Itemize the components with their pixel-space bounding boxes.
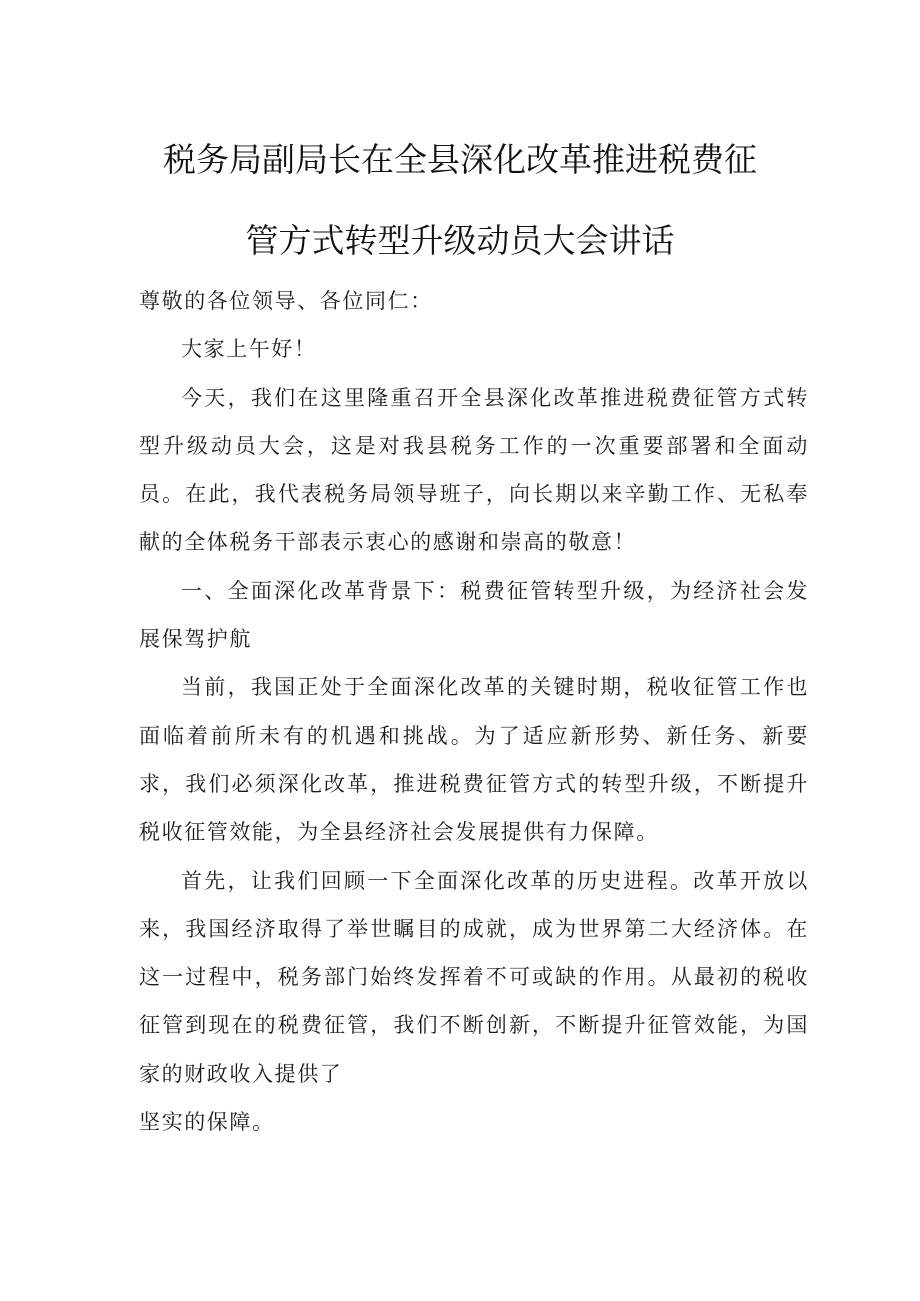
paragraph-history: 首先，让我们回顾一下全面深化改革的历史进程。改革开放以来，我国经济取得了举世瞩目的成就，成为世界第二大经济体。在这一过程中，税务部门始终发挥着不可或缺的作用。从最初的税收征管到现在的税费征管，我们不断创新，不断提升征管效能，为国家的财政收入提供了	[139, 868, 809, 1086]
document-title-line-1: 税务局副局长在全县深化改革推进税费征	[163, 140, 757, 179]
paragraph-opening: 今天，我们在这里隆重召开全县深化改革推进税费征管方式转型升级动员大会，这是对我县税务工作的一次重要部署和全面动员。在此，我代表税务局领导班子，向长期以来辛勤工作、无私奉献的全体税务干部表示衷心的感谢和崇高的敬意！	[139, 385, 809, 555]
paragraph-context: 当前，我国正处于全面深化改革的关键时期，税收征管工作也面临着前所未有的机遇和挑战。为了适应新形势、新任务、新要求，我们必须深化改革，推进税费征管方式的转型升级，不断提升税收征管效能，为全县经济社会发展提供有力保障。	[139, 675, 809, 845]
greeting: 大家上午好！	[181, 337, 317, 362]
section-heading-1: 一、全面深化改革背景下：税费征管转型升级，为经济社会发展保驾护航	[139, 578, 809, 652]
document-title-line-2: 管方式转型升级动员大会讲话	[245, 221, 675, 260]
closing-fragment: 坚实的保障。	[139, 1110, 275, 1135]
document-body	[139, 277, 809, 1146]
salutation: 尊敬的各位领导、各位同仁：	[139, 289, 433, 313]
